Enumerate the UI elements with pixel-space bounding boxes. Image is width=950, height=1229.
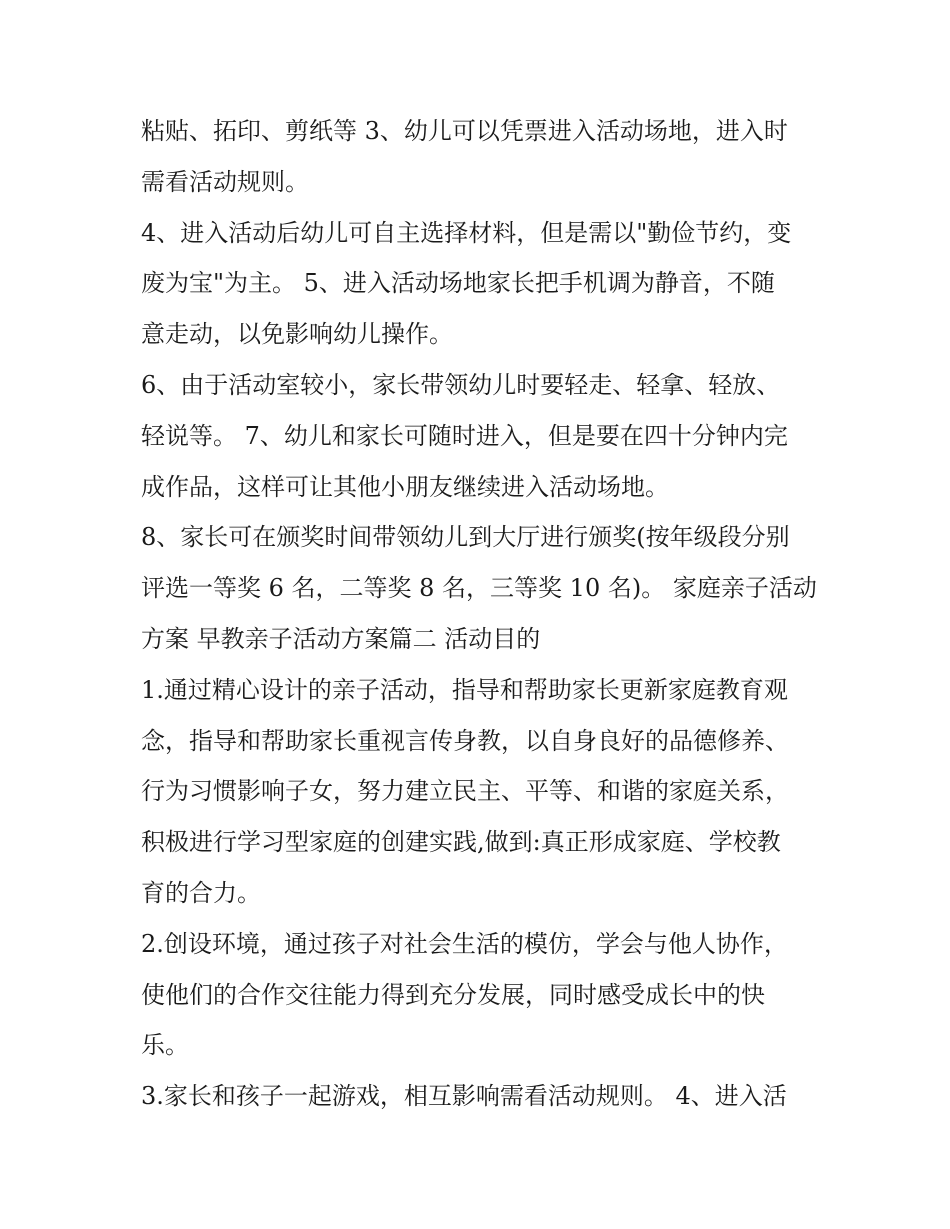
text-line: 念，指导和帮助家长重视言传身教，以自身良好的品德修养、 [141, 726, 789, 755]
text-line: 粘贴、拓印、剪纸等 3、幼儿可以凭票进入活动场地，进入时 [141, 117, 788, 145]
text-line: 1.通过精心设计的亲子活动，指导和帮助家长更新家庭教育观 [141, 675, 788, 704]
text-line: 8、家长可在颁奖时间带领幼儿到大厅进行颁奖(按年级段分别 [141, 523, 790, 552]
text-line: 育的合力。 [141, 878, 261, 907]
body-text [141, 106, 817, 1122]
text-line: 3.家长和孩子一起游戏，相互影响需看活动规则。 4、进入活 [141, 1082, 787, 1111]
text-line: 方案 早教亲子活动方案篇二 活动目的 [141, 624, 541, 653]
text-line: 废为宝"为主。 5、进入活动场地家长把手机调为静音，不随 [141, 269, 775, 298]
text-line: 轻说等。 7、幼儿和家长可随时进入，但是要在四十分钟内完 [141, 421, 788, 450]
text-line: 意走动，以免影响幼儿操作。 [141, 320, 453, 349]
text-line: 使他们的合作交往能力得到充分发展，同时感受成长中的快 [141, 980, 765, 1009]
text-line: 乐。 [141, 1031, 189, 1060]
text-line: 2.创设环境，通过孩子对社会生活的模仿，学会与他人协作， [141, 929, 788, 958]
text-line: 积极进行学习型家庭的创建实践,做到:真正形成家庭、学校教 [141, 828, 781, 857]
text-line: 4、进入活动后幼儿可自主选择材料，但是需以"勤俭节约，变 [141, 218, 792, 247]
text-line: 成作品，这样可让其他小朋友继续进入活动场地。 [141, 472, 669, 501]
text-line: 需看活动规则。 [141, 167, 309, 196]
text-line: 行为习惯影响子女，努力建立民主、平等、和谐的家庭关系， [141, 777, 789, 806]
text-line: 评选一等奖 6 名，二等奖 8 名，三等奖 10 名)。 家庭亲子活动 [141, 574, 817, 603]
text-line: 6、由于活动室较小，家长带领幼儿时要轻走、轻拿、轻放、 [141, 370, 781, 399]
